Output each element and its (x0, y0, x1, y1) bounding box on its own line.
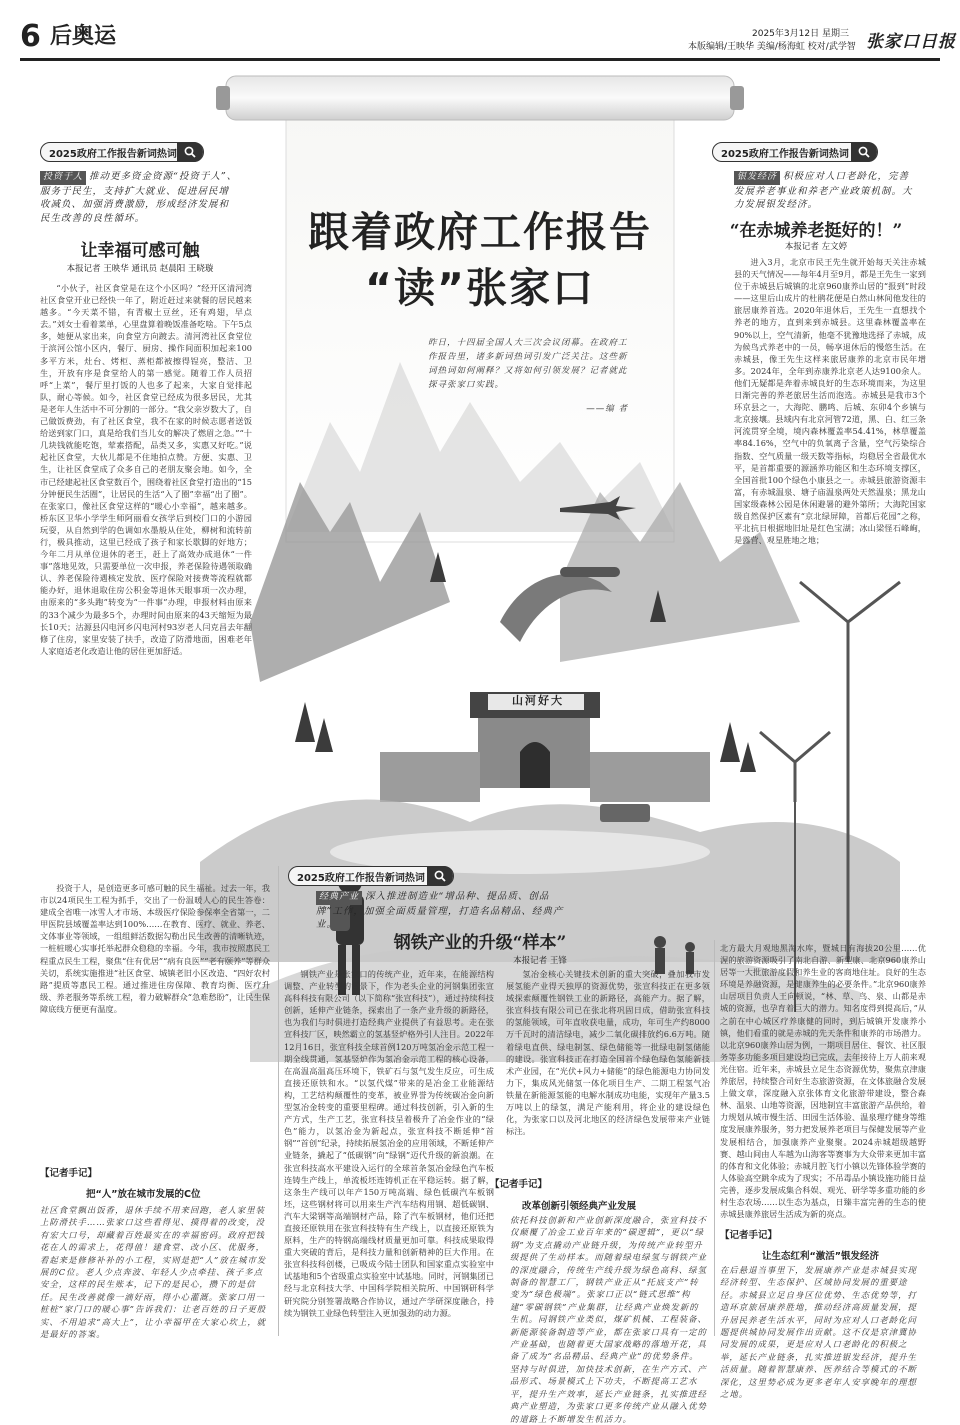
feature-title (290, 204, 670, 316)
header-rule (20, 58, 940, 61)
left-keyword-definition (40, 170, 238, 225)
left-body-lower: 投资于人，是创造更多可感可触的民生福祉。过去一年，我市以24项民生工程为抓手，交出了一份温暖人心的民生答卷：建成全省唯一冰雪人才市场、本级医疗保险参保率全省第一，二甲医院县域覆盖率达到100%……在教育、医疗、就业、养老、文体事业等领域，一组组鲜活数据勾勒出民生改善的清晰轨迹，一桩桩暖心实事托举起群众稳稳的幸福。今年，我市按照惠民工程重点民生工程，聚焦“住有优居”“病有良医”“老有颐养”等群众关切，系统实施推进“社区食堂、城镇老旧小区改造、“四好农村路”提质等惠民工程。通过推进住房保障、教育均衡、医疗升级、养老服务等系统工程，着力破解群众“急难愁盼”，让民生保障底线方便更有温度。 (40, 883, 270, 1014)
center-body-col1: 钢铁产业是张家口的传统产业，近年来，在能源结构调整、产业转型的背景下，作为老头企业的河钢集团张宣高科科技有限公司（以下简称“张宣科技”），通过持续科技创新，延伸产业链条，探索出了一条产业升级的新路径，也为我们与时俱进打造经典产业提供了有益思考。走在张宣科技厂区，映然霸立的氢基竖炉格外引人注目。2022年12月16日，张宣科技全球首例120万吨氢冶金示范工程一期全线贯通，氢基竖炉作为氢冶金示范工程的核心设备，在高温高温高压环境下，铁矿石与氢气发生反应，可生成直接还原铁和水。“以氢代煤”带来的是冶金工业能源结构，工艺结构颠覆性的变革，被业界誉为传统碳冶金向新型氢冶金转变的重要里程碑。通过科技创新，引入新的生产方式，生产工艺，张宣科技呈着极升了冶金作业的“绿色”能力，以氢冶金为新起点，张宣科技不断延伸“首钢”“首创”纪录，持续拓展氢冶金的应用领域，不断延伸产业链条，撬起了“低碳钢”向“绿钢”迈代升级的新浪潮。在张宣科技高水平建设入运行的全球首条氢冶金绿色汽车板连铸生产线上，单流板坯连铸机正在平稳运转。据了解，这条生产线可以年产150万吨高端、绿色低碳汽车板钢坯，这些钢材将可以用来生产汽车结构用钢、超低碳钢、汽车大梁钢等高端钢材产品，除了汽车板钢材，他们还把直接还原铁用在张宣科技特有生产线上，以直接还原铁为原料，生产的特钢高端线材质量更加可靠。科技成果取得重大突破的背后，是科技力量和创新精神的巨大作用。在张宣科技科创楼，已吸成今陆士团队和国家重点实验室中试基地和5个省级重点实验室中试基地。同时，河钢集团已经与北京科技大学、中国科学院相关院所、中国钢研科学研究院分别签署战略合作协议，通过产学研深度融合，持续为钢铁工业绿色转型注入更加强劲的动力源。 (284, 969, 494, 1318)
right-keyword-label: 2025政府工作报告新词热词 (721, 148, 849, 160)
right-body-upper: 进入3月，北京市民王先生就开始每天关注赤城县的天气情况——每年4月至9月，都是王先生一家到位于赤城县后城镇的北京960康养山居的“报到”时段——这里后山成片的杜鹃花便是白然山林间他发往的旅居康养首选。2020年退休后，王先生一直想找个养老的地方，直到来到赤城县。这里森林覆盖率在90%以上，空气清新，他毫不犹豫地选择了赤城，成为候鸟式养老中的一员，畅享退休后的慢悠生活。在赤城县，像王先生这样来旅居康养的北京市民年增多。2024年，全年到赤康养北京老人达9100余人。他们无疑都是奔着赤城良好的生态环境而来，为这里日渐完善的养老旅居生活而泡选。赤城县是我市3个环京县之一，大海陀、鹏鸣、后城、东卯4个乡镇与北京接壤。县域内有北京河管72道，黑、白、红三条河流贯穿全境，境内森林覆盖率54.41%，林草覆盖率84.16%，空气中的负氧离子含量，空气污染综合指数、空气质量一级天数等指标，均稳居全省最优水平，是首都重要的源涵养功能区和生态环境支撑区，全国首批100个绿色小康县之一。赤城县旅游资源丰富，有赤城温泉、塘子庙温泉两处天然温泉；黑龙山国家级森林公园是休闲避暑的避外第所；大海陀国家级自然保护区素有“京北绿屏障，首都后花园”之称，平北抗日根据地旧址是红色宝湖；冰山梁怪石峰峋，是露营、观星胜地之地； (734, 257, 926, 546)
right-tag-text: 积极应对人口老龄化，完善发展养老事业和养老产业政策机制。大力发展银发经济。 (734, 171, 913, 210)
left-keyword-label: 2025政府工作报告新词热词 (49, 148, 177, 160)
left-tag: 投资于人 (40, 171, 86, 185)
left-byline: 本报记者 王映华 通讯员 赵晨阳 王晓璇 (66, 264, 214, 274)
right-keyword-definition (734, 170, 918, 212)
center-keyword-box (288, 866, 454, 886)
scroll-roller (226, 76, 734, 120)
right-body-lower: 北方最大月观地黑淘水库，暨城日有海拔20公里……优渥的旅游资源吸引了南北自游、新型康、北京960康养山居等一大批旅游度假和养生业的客商地住址。良好的生态环境是养融资源，是健康养生的必要条件。”北京960康养山居项目负责人王向顿说，“林、草、鸟、泉、山都是赤城的资源，也孕育着巨大的潜力。知名度得到提高后，”从之前在中心城区疗养康健的同时，到后城镇开发康养小镇，他们看重的就是赤城的先天条件和康养的市场潜力。以北京960康养山居为例，一期项目居住、餐饮、社区服务等多功能多项目建设均已完成，去年接待上万人前来观光住宿。近年来，赤城县立足生态资源优势，聚焦京津康养旅居，持续整合司好生态旅游资源，在文体旅融合发展上做文章，深度融入京张体育文化旅游带建设，整合森林、温泉、山地等资源，因地制宜丰富旅游产品供给，着力规划从城市慢生活、田园生活体验、温泉理疗健身等维度发展康养服务，努力把发展养老项目与保健发展等产业发展相结合，加强康养产业聚聚。2024赤城超级越野赛、越山间由人车越为山海客等赛事为大众带来更加丰富的体育和文化体验；赤城月腔飞行小镇以先锋体验学赛的人体验高空跳伞成为了现实；不吊毒品小镇设施功能日益完善，逐步发展成集合科娱、观光、研学等多重功能的乡村生态农场……以生态为基点，日臻丰富完善的生态的使赤城县康养旅居生活成为新的亮点。 (720, 943, 926, 1220)
center-tag-text: 深入推进制造业“增品种、提品质、创品牌”工作，加强全面质量管理，打造名品精品、经典产业。 (316, 891, 564, 930)
editor-intro-text: 昨日，十四届全国人大三次会议闭幕。在政府工作报告里，诸多新词热词引发广泛关注。这些新词热词如何阐释？又将如何引领发展？记者就此探寻张家口实践。 (428, 338, 628, 390)
center-note-title: 改革创新引领经典产业发展 (522, 1201, 637, 1212)
editor-sign: ——编 者 (586, 404, 628, 414)
left-keyword-box (40, 142, 204, 162)
left-headline: 让幸福可感可触 (80, 241, 200, 261)
left-note-body: 社区食堂飘出饭香，退休手续不用来回跑，老人家里装上防滑扶手……张家口这些看得见、摸得着的改变，没有宏大口号，却藏着百姓最实在的幸福密码。政府把钱花在人的需求上，花得值！建食堂、改小区、优服务，看起来是修修补补的小工程，实则是把“人”放在城市发展的C位。老人少点奔波、年轻人少点牵挂、孩子多点安全，这样的民生账本，记下的是民心，攒下的是信任。民生改善就像一滴好雨，得小心灌溉。张家口用一桩桩“家门口的暖心事”告诉我们：让老百姓的日子更殷实、不用追求“高大上”，让小幸福甲在大家心坎上，就是最好的答案。 (40, 1205, 267, 1340)
right-keyword-box (712, 142, 878, 162)
date-line: 2025年3月12日 星期三 (752, 29, 849, 39)
right-headline: “在赤城养老挺好的！” (729, 221, 903, 241)
center-keyword-definition (316, 890, 576, 932)
center-tag: 经典产业 (316, 891, 362, 905)
search-icon (427, 866, 453, 886)
gate-plaque: 山河好大 (512, 694, 564, 707)
search-icon (851, 142, 877, 162)
section-name: 后奥运 (50, 24, 117, 49)
column-divider (714, 940, 715, 1336)
center-byline: 本报记者 王锋 (513, 956, 567, 966)
feature-title-line1: 跟着政府工作报告 (308, 208, 652, 256)
center-note-label: 【记者手记】 (490, 1179, 548, 1190)
left-note-label: 【记者手记】 (40, 1168, 98, 1179)
right-tag: 银发经济 (734, 171, 780, 185)
left-body-upper: “小伙子，社区食堂是在这个小区吗？”经开区清河湾社区食堂开业已经快一年了，附近赶过来就餐的居民越来越多。“今天菜不错，有青椒土豆丝，还有鸡翅，早点去。”刘女士看着菜单，心里盘算着晚饭准备吃啥。下午5点多，她便从家出来，向食堂方向踱去。清河湾社区食堂位于滨河公馆小区内，餐厅、厨房、操作间面积加起来100多平方米，灶台、烤柜、蒸柜都被擦得锃亮，整洁、卫生，开放有序是食堂给人的第一感觉。随着工作人员招呼“上菜”，餐厅里打饭的人也多了起来，大家自觉排起队，耐心等候。如今，社区食堂已经成为很多居民，尤其是老年人生活中不可分割的一部分。“我父亲岁数大了，自己做饭费劲，有了社区食堂，我不在家的时候志愿者送饭给送到家门口，真是给我们当儿女的解决了燃眉之急。”“十几块钱就能吃饱，荤素搭配，品类又多，实惠又好吃。”说起社区食堂，大伙儿都是不住地拍点赞。方便、实惠、卫生，让社区食堂成了众多自己的老朋友聚会地。如今，全市已经建起社区食堂数百个，围绕着社区食堂打造出的“15分钟便民生活圈”，让居民的生活“入了圈”幸福“出了圈”。在张家口，像社区食堂这样的“暖心小幸福”，越来越多。桥东区卫华小学学生师阿丽看女孩学后到校门口的小游园玩耍，从自然到学的色调如水墨般从住处，柳树和流转前行，极具推动，这里已经成了孩子和家长歇脚的好地方；今年二月从单位退休的老王，赶上了高效办成退休“一件事”落地见效，只需要单位一次申报，养老保险待遇领取确认、养老保险待遇核定发放、医疗保险对接费等流程就都能办好，退休退取住房公积金等退休天眼事项一次办理，由原来的“多头跑”转变为“一件事”办理，申报材料由原来的33个减少为最多5个，办理时间由原来的43天缩短为最长10天；沽源县闪电河乡闪电河村93岁老人闫克昌去年翻修了住房，家里安装了扶手，改造了防滑地面，困难老年人家庭适老化改造让他的居住更加舒适。 (40, 283, 252, 656)
left-tag-text: 推动更多资金资源“投资于人”、服务于民生，支持扩大就业、促进居民增收减负、加强消费激励，形成经济发展和民生改善的良性循环。 (40, 171, 238, 224)
right-byline: 本报记者 左文婷 (784, 242, 848, 252)
editors-line: 本版编辑/王映华 美编/杨海虹 校对/武学智 (688, 42, 856, 52)
page-number: 6 (20, 19, 41, 54)
masthead-logo: 张家口日报 (866, 32, 956, 52)
feature-title-line2: “读”张家口 (365, 264, 595, 312)
center-keyword-label: 2025政府工作报告新词热词 (297, 872, 425, 884)
right-note-title: 让生态红利“激活”银发经济 (762, 1251, 879, 1262)
right-note-label: 【记者手记】 (720, 1230, 778, 1241)
center-headline: 钢铁产业的升级“样本” (393, 933, 567, 953)
search-icon (177, 142, 203, 162)
center-body-col2: 氢冶金核心关键技术创新的重大突破，叠加我市发展氢能产业得天独厚的资源优势，张宣科技正在更多领域探索颠覆性钢铁工业的新路径，高能产力。据了解，张宣科技有限公司已在张北将巩固日成，借助张宣科技的氢能领域，可年直收获电量，成功，年可生产约8000万千瓦时的清洁绿电，减少二氧化碳排放约6.6万吨。随着绿电直供、绿电制氢、绿色储能等一批绿电制氢储能的建设。张宣科技正在打造全国首个绿色绿色氢能新技术产业园，在“光伏+风力+储能”的绿色能源电力协同发力下，集成风光储氢一体化项目生产、二期工程氢气冶铁量在新能源氢能的电解水制成功电能，实现年产量3.5万吨以上的绿氢，满足产能利用，将企业的建设绿色化，为张家口以及河北地区的经济绿色发展带来产业链标注。 (506, 969, 710, 1137)
column-divider (278, 866, 279, 1336)
editor-intro (428, 336, 628, 416)
right-note-body: 在后悬退当事里下，发展康养产业是赤城县实现经济转型、生态保护、区域协同发展的重要途径。赤城县立足自身区位优势、生态优势等，打造环京旅居康养胜地，推动经济高质量发展，提升居民养老生活水平，同时为应对人口老龄化问题提供城协同发展作出贡献。这不仅是京津冀协同发展的成果，更是应对人口老龄化的积极之举，延长产业链条，扎实推进银发经济，提升生活质量。随着智慧康养、医养结合等模式的不断深化，这里势必成为更多老年人安享晚年的理想之地。 (720, 1265, 917, 1400)
left-note-title: 把“人”放在城市发展的C位 (86, 1189, 201, 1200)
center-note-body: 依托科技创新和产业创新深度融合，张宣科技不仅颠覆了冶金工业百年来的“碳逻辑”，更以“绿钢”为支点撬动产业链升级，为传统产业转型升级提供了生动样本。而随着绿电绿氢与钢铁产业的深度融合，传统生产线升级为绿色高科、绿氢制备的智慧工厂，钢铁产业正从“托底支产”转变为“绿色极端”。张家口正以“链式思维”构建“零碳钢铁”产业集群，让经典产业焕发新的生机。同钢铁产业类似，煤矿机械、工程装备、新能源装备制造等产业，都在张家口具有一定的产业基础，也随着更大国家战略的落地开花，具备了成为“名品精品、经典产业”的优势条件。坚持与时俱进，加快技术创新，在生产方式、产品形式、场景模式上下功夫，不断提高工艺水平，提升生产效率，延长产业链条，扎实推进经典产业塑造，为张家口更多传统产业从融入优势的道路上不断增发生机活力。 (510, 1215, 707, 1424)
